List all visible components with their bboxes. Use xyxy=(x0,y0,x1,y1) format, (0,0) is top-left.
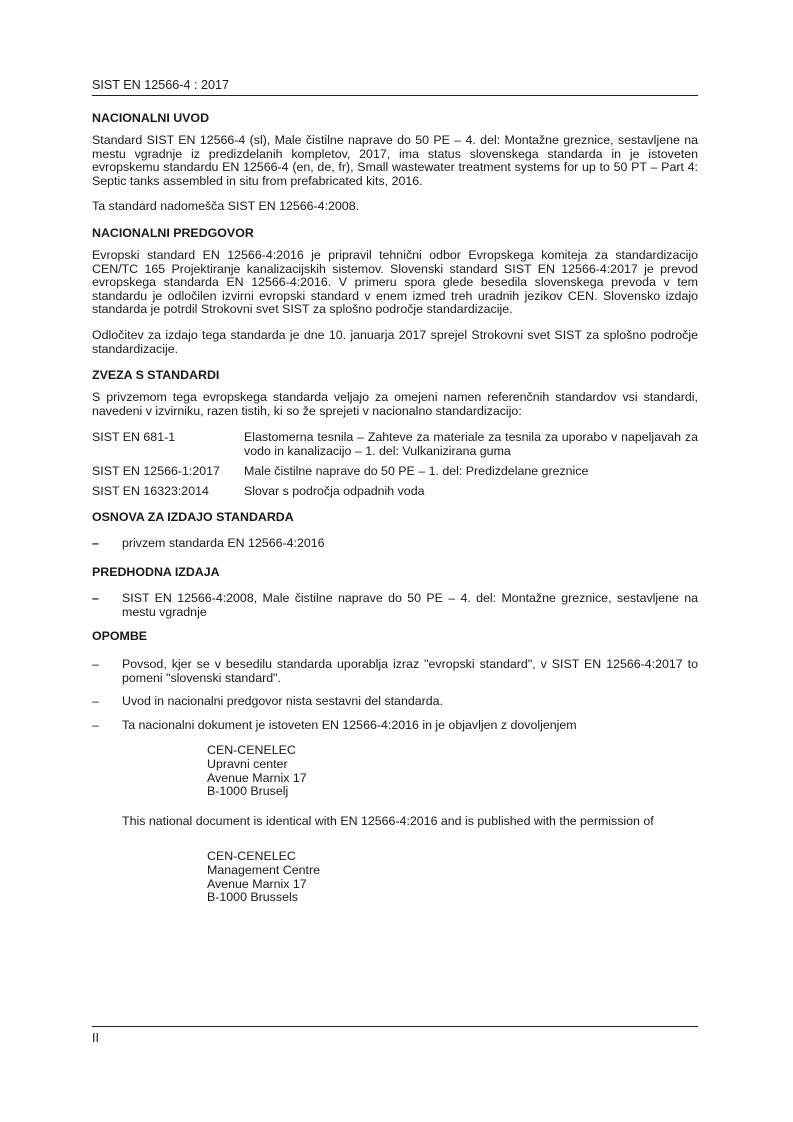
list-item xyxy=(92,719,698,733)
paragraph: Standard SIST EN 12566-4 (sl), Male čistilne naprave do 50 PE – 4. del: Montažne greznice, sestavljene na mestu vgradnje iz predizdelanih kompletov, 2017, ima status slovenskega standarda in je istoveten evropskemu standardu EN 12566-4 (en, de, fr), Small wastewater treatment systems for up to 50 PT – Part 4: Septic tanks assembled in situ from prefabricated kits, 2016. xyxy=(92,133,698,188)
list-item-text: Uvod in nacionalni predgovor nista sestavni del standarda. xyxy=(122,694,443,709)
dash-bullet: – xyxy=(92,657,99,672)
document-header-id: SIST EN 12566-4 : 2017 xyxy=(92,78,229,92)
section-osnova xyxy=(92,510,698,551)
section-nacionalni-uvod xyxy=(92,111,698,214)
address-line: CEN-CENELEC xyxy=(207,849,296,864)
dash-bullet: – xyxy=(92,590,99,605)
reference-row xyxy=(92,484,698,498)
permission-statement-en: This national document is identical with EN 12566-4:2016 and is published with the permission of xyxy=(122,813,654,828)
section-title: OSNOVA ZA IZDAJO STANDARDA xyxy=(92,510,294,525)
reference-row xyxy=(92,464,698,478)
dash-bullet: – xyxy=(92,717,99,732)
section-zveza-s-standardi xyxy=(92,368,698,498)
list-item-text: privzem standarda EN 12566-4:2016 xyxy=(122,536,325,551)
reference-code: SIST EN 681-1 xyxy=(92,430,176,445)
paragraph: Evropski standard EN 12566-4:2016 je pripravil tehnični odbor Evropskega komiteja za standardizacijo CEN/TC 165 Projektiranje kanalizacijskih sistemov. Slovenski standard SIST EN 12566-4:2017 je prevod evropskega standarda EN 12566-4:2016. V primeru spora glede besedila slovenskega prevoda v tem standardu je odločilen izvirni evropski standard v enem izmed treh uradnih jezikov CEN. Slovensko izdajo standarda je potrdil Strokovni svet SIST za splošno področje standardizacije. xyxy=(92,247,698,317)
dash-bullet: – xyxy=(92,694,99,709)
address-line: Upravni center xyxy=(207,757,288,772)
list-item xyxy=(92,592,698,619)
list-item-text: SIST EN 12566-4:2008, Male čistilne naprave do 50 PE – 4. del: Montažne greznice, sestavljene na mestu vgradnje xyxy=(122,590,698,619)
section-title: OPOMBE xyxy=(92,629,148,644)
address-block-sl xyxy=(207,744,698,798)
dash-bullet: – xyxy=(92,536,99,551)
reference-code: SIST EN 16323:2014 xyxy=(92,484,209,499)
address-line: Management Centre xyxy=(207,863,320,878)
document-body xyxy=(92,111,698,905)
reference-title: Elastomerna tesnila – Zahteve za materiale za tesnila za uporabo v napeljavah za vodo in kanalizacijo – 1. del: Vulkanizirana guma xyxy=(244,430,698,459)
section-title: PREDHODNA IZDAJA xyxy=(92,564,220,579)
section-title: ZVEZA S STANDARDI xyxy=(92,368,220,383)
paragraph: Ta standard nadomešča SIST EN 12566-4:2008. xyxy=(92,199,360,214)
page-number: II xyxy=(92,1031,99,1045)
address-line: Avenue Marnix 17 xyxy=(207,876,307,891)
section-predhodna-izdaja xyxy=(92,565,698,619)
paragraph: Odločitev za izdajo tega standarda je dne 10. januarja 2017 sprejel Strokovni svet SIST za splošno področje standardizacije. xyxy=(92,327,698,356)
section-opombe xyxy=(92,629,698,905)
section-title: NACIONALNI PREDGOVOR xyxy=(92,225,254,240)
address-line: CEN-CENELEC xyxy=(207,743,296,758)
address-line: B-1000 Brussels xyxy=(207,890,298,905)
reference-code: SIST EN 12566-1:2017 xyxy=(92,464,220,479)
section-title: NACIONALNI UVOD xyxy=(92,111,210,125)
reference-row xyxy=(92,430,698,458)
list-item-text: Povsod, kjer se v besedilu standarda uporablja izraz "evropski standard", v SIST EN 12566-4:2017 to pomeni "slovenski standard". xyxy=(122,657,698,685)
address-line: Avenue Marnix 17 xyxy=(207,770,307,785)
reference-title: Male čistilne naprave do 50 PE – 1. del: Predizdelane greznice xyxy=(244,464,589,479)
address-block-en xyxy=(207,850,698,904)
list-item-text: Ta nacionalni dokument je istoveten EN 12566-4:2016 in je objavljen z dovoljenjem xyxy=(122,717,577,732)
section-nacionalni-predgovor xyxy=(92,226,698,356)
list-item xyxy=(92,537,698,551)
paragraph: S privzemom tega evropskega standarda veljajo za omejeni namen referenčnih standardov vsi standardi, navedeni v izvirniku, razen tistih, ki so že sprejeti v nacionalno standardizacijo: xyxy=(92,390,698,418)
list-item xyxy=(92,695,698,709)
address-line: B-1000 Bruselj xyxy=(207,784,289,799)
reference-list xyxy=(92,430,698,498)
footer-rule xyxy=(92,1026,698,1027)
reference-title: Slovar s področja odpadnih voda xyxy=(244,484,425,499)
list-item xyxy=(92,658,698,685)
header-rule xyxy=(92,95,698,96)
